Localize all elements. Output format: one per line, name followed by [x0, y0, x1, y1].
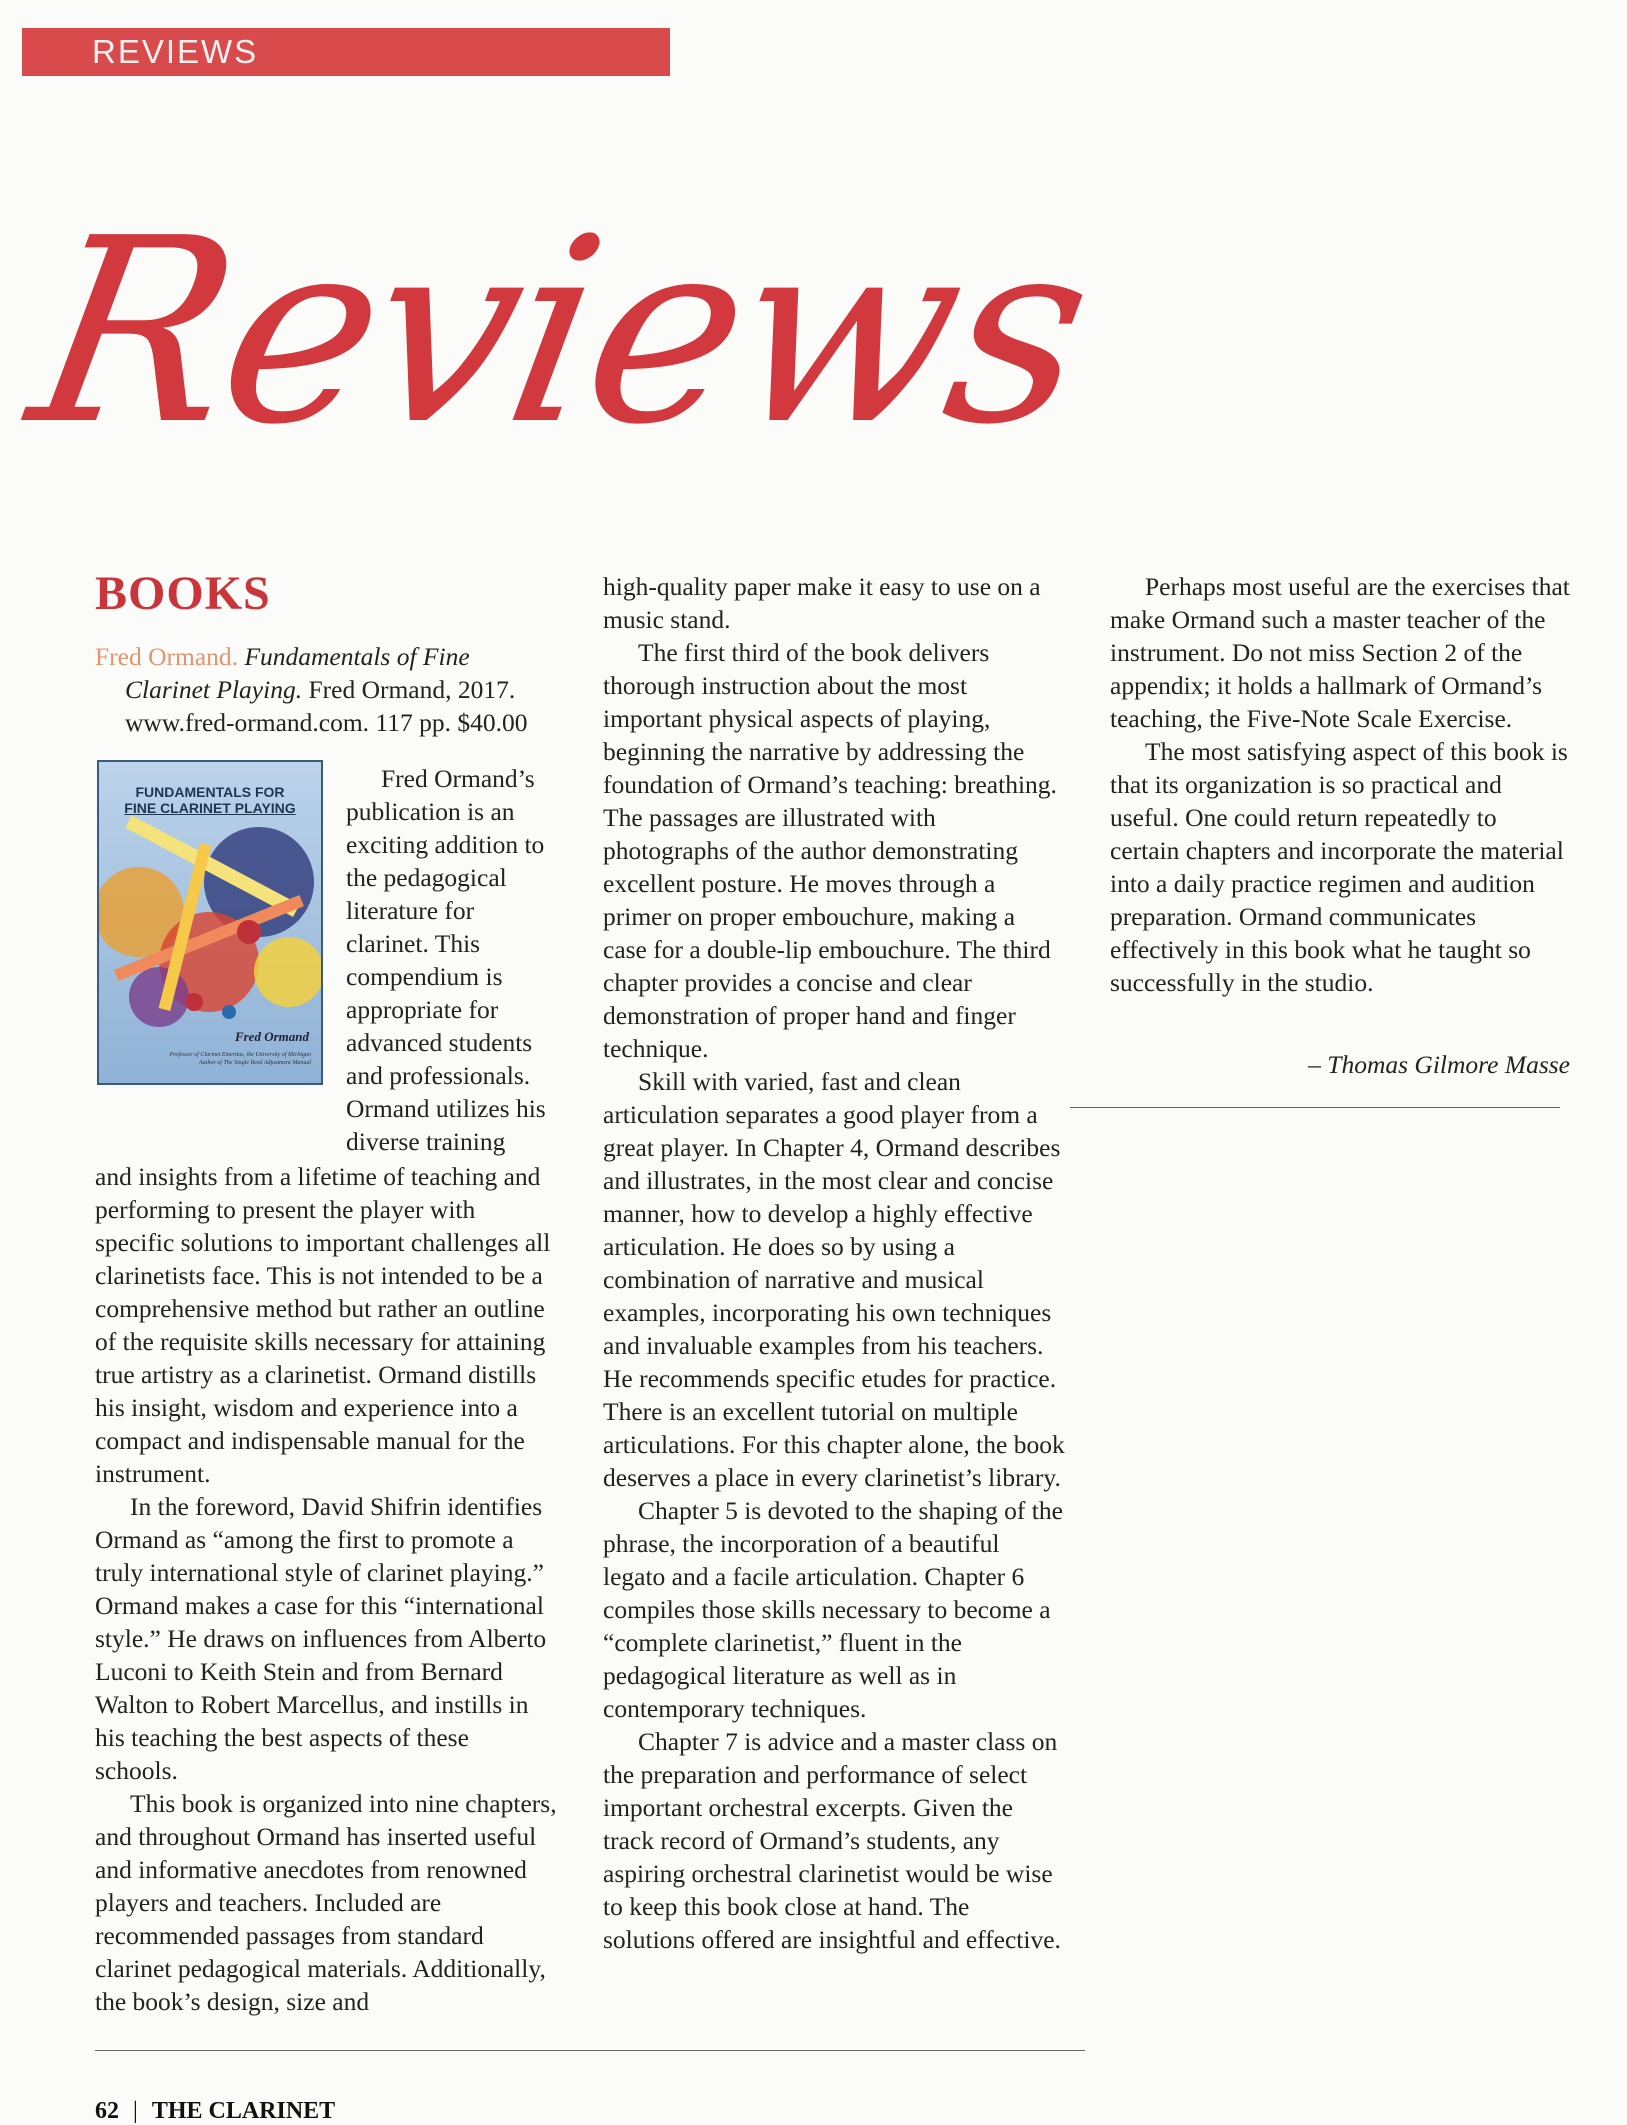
column1-paragraph-1-cont: and insights from a lifetime of teaching and performing to present the player with specific solutions to important challenges all clarinetists face. This is not intended to be a comprehensive method but rather an outline of the requisite skills necessary for attaining true artistry as a clarinetist. Ormand distills his insight, wisdom and experience into a compact and indispensable manual for the instrument. — [95, 1162, 551, 1488]
page-number: 62 — [95, 2098, 119, 2124]
column-3 — [1110, 570, 1572, 999]
reviewer-signature: – Thomas Gilmore Masse — [1308, 1050, 1570, 1079]
citation-title: Fundamentals of Fine Clarinet Playing. — [125, 642, 470, 704]
column1-paragraph-2: In the foreword, David Shifrin identifies Ormand as “among the first to promote a truly international style of clarinet playing.” Ormand makes a case for this “international style.” He draws on influences from Alberto Luconi to Keith Stein and from Bernard Walton to Robert Marcellus, and instills in his teaching the best aspects of these schools. — [95, 1492, 547, 1785]
citation-line-1 — [95, 640, 557, 706]
column1-wrap-text — [346, 762, 556, 1158]
column2-paragraph-1-cont: high-quality paper make it easy to use on a music stand. — [603, 572, 1041, 634]
column1-paragraph-1-start: Fred Ormand’s publication is an exciting addition to the pedagogical literature for clarinet. This compendium is appropriate for advanced students and professionals. Ormand utilizes his diverse training — [346, 764, 546, 1156]
footer-separator: | — [133, 2098, 138, 2124]
column-1 — [95, 1160, 557, 2018]
citation-publisher: Fred Ormand, 2017. — [308, 675, 516, 704]
book-citation — [95, 640, 557, 739]
cover-subtitle-1: Professor of Clarinet Emeritus, the University of Michigan — [169, 1052, 311, 1058]
reviews-script-title: Reviews — [13, 184, 1107, 481]
column1-paragraph-3: This book is organized into nine chapters, and throughout Ormand has inserted useful and informative anecdotes from renowned players and teachers. Included are recommended passages from standard clarinet pedagogical materials. Additionally, the book’s design, size and — [95, 1789, 557, 2016]
book-cover-image — [97, 760, 323, 1085]
cover-title — [107, 784, 313, 816]
banner-label: REVIEWS — [92, 33, 259, 70]
citation-details: www.fred-ormand.com. 117 pp. $40.00 — [125, 708, 528, 737]
section-heading: BOOKS — [95, 567, 271, 620]
column3-paragraph-2: The most satisfying aspect of this book is that its organization is so practical and useful. One could return repeatedly to certain chapters and incorporate the material into a daily practice regimen and audition preparation. Ormand communicates effectively in this book what he taught so successfully in the studio. — [1110, 737, 1568, 997]
column3-divider — [1070, 1107, 1560, 1108]
column2-paragraph-4: Chapter 5 is devoted to the shaping of the phrase, the incorporation of a beautiful legato and a facile articulation. Chapter 6 compiles those skills necessary to become a “complete clarinetist,” fluent in the pedagogical literature as well as in contemporary techniques. — [603, 1496, 1063, 1723]
cover-subtitle — [121, 1051, 311, 1067]
column2-paragraph-5: Chapter 7 is advice and a master class on the preparation and performance of select important orchestral excerpts. Given the track record of Ormand’s students, any aspiring orchestral clarinetist would be wise to keep this book close at hand. The solutions offered are insightful and effective. — [603, 1727, 1061, 1954]
cover-title-line-2: FINE CLARINET PLAYING — [124, 800, 296, 816]
cover-title-line-1: FUNDAMENTALS FOR — [135, 784, 285, 800]
page-footer — [95, 2098, 335, 2125]
section-banner — [22, 28, 670, 76]
column2-paragraph-3: Skill with varied, fast and clean articulation separates a good player from a great player. In Chapter 4, Ormand describes and illustrates, in the most clear and concise manner, how to develop a highly effective articulation. He does so by using a combination of narrative and musical examples, incorporating his own techniques and invaluable examples from his teachers. He recommends specific etudes for practice. There is an excellent tutorial on multiple articulations. For this chapter alone, the book deserves a place in every clarinetist’s library. — [603, 1067, 1065, 1492]
citation-author: Fred Ormand. — [95, 642, 239, 671]
column3-paragraph-1: Perhaps most useful are the exercises that make Ormand such a master teacher of the instrument. Do not miss Section 2 of the appendix; it holds a hallmark of Ormand’s teaching, the Five-Note Scale Exercise. — [1110, 572, 1570, 733]
footer-divider — [95, 2050, 1085, 2051]
column2-paragraph-2: The first third of the book delivers thorough instruction about the most important physical aspects of playing, beginning the narrative by addressing the foundation of Ormand’s teaching: breathing. The passages are illustrated with photographs of the author demonstrating excellent posture. He moves through a primer on proper embouchure, making a case for a double-lip embouchure. The third chapter provides a concise and clear demonstration of proper hand and finger technique. — [603, 638, 1057, 1063]
cover-subtitle-2: Author of The Single Reed Adjustment Manual — [199, 1060, 311, 1066]
cover-author: Fred Ormand — [234, 1029, 309, 1044]
column-2 — [603, 570, 1065, 1956]
publication-name: THE CLARINET — [151, 2098, 336, 2124]
